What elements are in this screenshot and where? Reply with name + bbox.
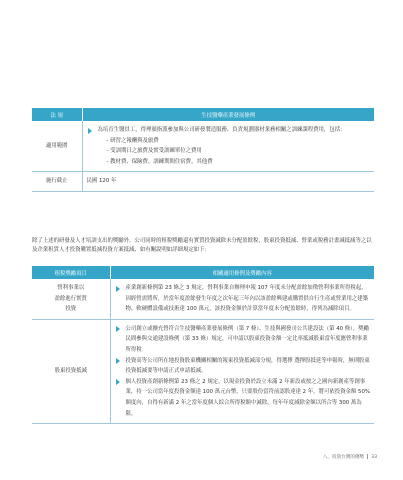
bullet-item: 個人投資產創新條例第 23 條之 2 規定，以現金投資於設立未滿 2 年新設或按之之國內新創產等創事業，持一公司當年度投資金額達 100 萬元台幣，只要股份當符前認股達達 2 年，將可依投資金額 50% 額度內，自得有新滿 2 年之當年度個人綜合所得稅額中減除，每年年度減除金額以所合等 300 萬為限。 bbox=[115, 377, 371, 419]
row-label-shareholder: 股東投資抵減 bbox=[32, 319, 110, 423]
sub-item: - 教材費、保險費、訓練期間住宿費、其他費 bbox=[106, 158, 213, 165]
sub-item: - 研習之報酬與及旅費 bbox=[106, 137, 159, 144]
footer-section: 八、投資台灣的優勢 bbox=[322, 455, 365, 460]
row-label-reinvest: 營利事業以 盈餘進行實質 投資 bbox=[32, 279, 110, 319]
table-row bbox=[32, 121, 374, 172]
incentive-table-biotech bbox=[32, 108, 374, 192]
header-item: 租稅獎勵項目 bbox=[32, 266, 110, 279]
footer-divider bbox=[367, 454, 368, 459]
triangle-bullet-icon bbox=[116, 326, 120, 332]
row-value-expiry: 民國 120 年 bbox=[82, 172, 374, 192]
incentive-table-tax bbox=[32, 266, 374, 424]
table-row bbox=[32, 172, 374, 192]
row-label-scope: 適用範圍 bbox=[32, 121, 82, 172]
row-content-shareholder bbox=[110, 319, 374, 423]
triangle-bullet-icon bbox=[88, 128, 92, 134]
table-header-row bbox=[32, 266, 374, 279]
row-content-scope bbox=[82, 121, 374, 172]
body-paragraph: 除了上述的研發及人才培訓支出的獎勵外，公司同時的租稅獎勵還有實質投資減除未分配盈餘稅，股東投資抵減、營業或稅務計畫減抵減等之以及企業租賃人才投資購置抵減投資方案抵減、如有關說明如詳細規定如下： bbox=[32, 238, 372, 254]
row-label-expiry: 施行截止 bbox=[32, 172, 82, 192]
bullet-item: 產業創新條例第 23 條之 3 規定，營利事業自辦理申報 107 年度未分配盈餘加徵營利事業所得稅起，因經營需將所，於當年度盈餘發生年度之次年起三年內以該盈餘興建或購置供自行生產或營業用之建築物、軟硬體設備或技術達 100 萬元，該投資金額於計算當年度未分配盈餘時，得列為減除項目。 bbox=[115, 283, 371, 315]
sub-item: - 受訓期日之旅費及實受訓練單位之費用 bbox=[106, 148, 202, 155]
header-act: 生技醫藥產業發展條例 bbox=[82, 108, 374, 121]
header-law: 法 規 bbox=[32, 108, 82, 121]
header-content: 相關適用條例及獎勵內容 bbox=[110, 266, 374, 279]
table-row bbox=[32, 279, 374, 319]
table-row bbox=[32, 319, 374, 423]
bullet-item: 投資高等公司所在地投資股東機關相關的報東投資抵減部分規，得選擇 選擇股抵延等申報時，無則股東投資抵減要等申請正式申請抵減。 bbox=[115, 356, 371, 377]
triangle-bullet-icon bbox=[116, 286, 120, 292]
page-footer bbox=[323, 454, 377, 460]
triangle-bullet-icon bbox=[116, 358, 120, 364]
bullet-item: 為培育生醫員工，得理頒指派參加與公司研發製造服務、負責規劃器材業務相關之訓練課程費用，包括： bbox=[87, 125, 371, 136]
row-content-reinvest bbox=[110, 279, 374, 319]
page-number: 33 bbox=[371, 455, 377, 460]
bullet-item: 公司創立或擴充營符合生技醫藥產業發展條例（第 7 條）、生技與國發司公共建設法（第 40 條），獎勵民間參與交通建設條例（第 33 條）規定，可申請以股東投資金額一定比率抵減股東當年度應營利事業所得稅 bbox=[115, 324, 371, 356]
triangle-bullet-icon bbox=[116, 379, 120, 385]
table-header-row bbox=[32, 108, 374, 121]
